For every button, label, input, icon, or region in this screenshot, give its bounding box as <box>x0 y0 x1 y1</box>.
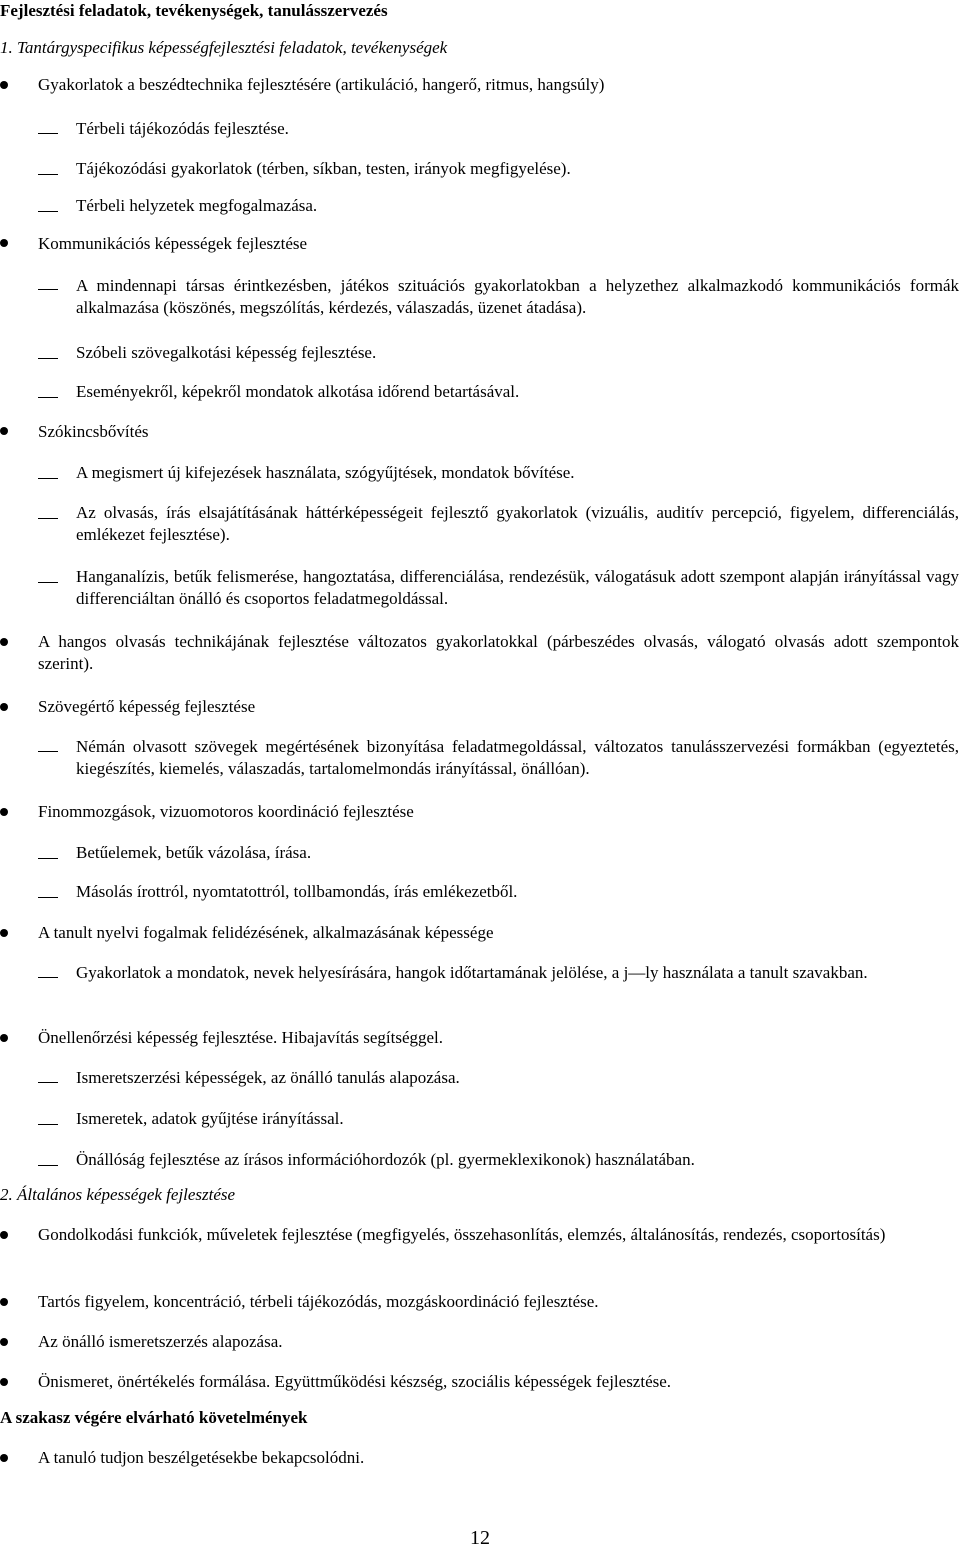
bullet-2-label: Kommunikációs képességek fejlesztése <box>38 234 308 253</box>
bullet-3-sub-1: A megismert új kifejezések használata, szógyűjtések, mondatok bővítése. <box>76 463 575 482</box>
bullet-5-label: Szövegértő képesség fejlesztése <box>38 697 256 716</box>
dash-marker <box>38 1124 58 1125</box>
bullet-6-label: Finommozgások, vizuomotoros koordináció fejlesztése <box>38 802 414 821</box>
bullet-marker <box>0 1378 8 1386</box>
bullet-2-sub-1: A mindennapi társas érintkezésben, játékos szituációs gyakorlatokban a helyzethez alkalmazkodó kommunikációs formák alkalmazása (köszönés, megszólítás, kérdezés, válaszadás, üzenet átadása). <box>76 276 959 317</box>
bullet-4-label: A hangos olvasás technikájának fejlesztése változatos gyakorlatokkal (párbeszédes olvasás, válogató olvasás adott szempontok szerint). <box>38 632 959 673</box>
section-2-title: 2. Általános képességek fejlesztése <box>0 1185 236 1204</box>
dash-marker <box>38 518 58 519</box>
dash-marker <box>38 897 58 898</box>
bullet-2-sub-3: Eseményekről, képekről mondatok alkotása időrend betartásával. <box>76 382 520 401</box>
dash-marker <box>38 977 58 978</box>
dash-marker <box>38 478 58 479</box>
section-2-item-4: Önismeret, önértékelés formálása. Együttműködési készség, szociális képességek fejlesztése. <box>38 1372 672 1391</box>
dash-marker <box>38 358 58 359</box>
dash-marker <box>38 858 58 859</box>
section-2-item-1: Gondolkodási funkciók, műveletek fejlesztése (megfigyelés, összehasonlítás, elemzés, általánosítás, rendezés, csoportosítás) <box>38 1225 886 1244</box>
bullet-marker <box>0 638 8 646</box>
section-2-item-3: Az önálló ismeretszerzés alapozása. <box>38 1332 283 1351</box>
requirements-item-1: A tanuló tudjon beszélgetésekbe bekapcsolódni. <box>38 1448 365 1467</box>
page-number: 12 <box>470 1527 490 1549</box>
bullet-marker <box>0 1231 8 1239</box>
bullet-6-sub-1: Betűelemek, betűk vázolása, írása. <box>76 843 312 862</box>
bullet-8-sub-1: Ismeretszerzési képességek, az önálló tanulás alapozása. <box>76 1068 460 1087</box>
bullet-marker <box>0 81 8 89</box>
bullet-3-sub-3: Hanganalízis, betűk felismerése, hangoztatása, differenciálása, rendezésük, válogatásuk adott szempont alapján irányítással vagy differenciáltan önálló és csoportos feladatmegoldással. <box>76 567 959 608</box>
bullet-7-sub-1: Gyakorlatok a mondatok, nevek helyesírására, hangok időtartamának jelölése, a j—ly használata a tanult szavakban. <box>76 963 868 982</box>
dash-marker <box>38 133 58 134</box>
dash-marker <box>38 1165 58 1166</box>
dash-marker <box>38 289 58 290</box>
bullet-5-sub-1: Némán olvasott szövegek megértésének bizonyítása feladatmegoldással, változatos tanulásszervezési formákban (egyeztetés, kiegészítés, kiemelés, válaszadás, tartalomelmondás irányítással, önállóan). <box>76 737 959 778</box>
page-heading: Fejlesztési feladatok, tevékenységek, tanulásszervezés <box>0 1 388 20</box>
bullet-3-sub-2: Az olvasás, írás elsajátításának háttérképességeit fejlesztő gyakorlatok (vizuális, auditív percepció, figyelem, differenciálás, emlékezet fejlesztése). <box>76 503 959 544</box>
bullet-6-sub-2: Másolás írottról, nyomtatottról, tollbamondás, írás emlékezetből. <box>76 882 518 901</box>
dash-marker <box>38 211 58 212</box>
bullet-1-sub-1: Térbeli tájékozódás fejlesztése. <box>76 119 289 138</box>
dash-marker <box>38 174 58 175</box>
dash-marker <box>38 751 58 752</box>
section-1-title: 1. Tantárgyspecifikus képességfejlesztési feladatok, tevékenységek <box>0 38 448 57</box>
bullet-marker <box>0 808 8 816</box>
bullet-1-sub-3: Térbeli helyzetek megfogalmazása. <box>76 196 318 215</box>
bullet-marker <box>0 1034 8 1042</box>
bullet-marker <box>0 1338 8 1346</box>
bullet-marker <box>0 929 8 937</box>
bullet-7-label: A tanult nyelvi fogalmak felidézésének, alkalmazásának képessége <box>38 923 494 942</box>
bullet-marker <box>0 1454 8 1462</box>
section-2-item-2: Tartós figyelem, koncentráció, térbeli tájékozódás, mozgáskoordináció fejlesztése. <box>38 1292 599 1311</box>
bullet-1-label: Gyakorlatok a beszédtechnika fejlesztésére (artikuláció, hangerő, ritmus, hangsúly) <box>38 75 605 94</box>
bullet-marker <box>0 1298 8 1306</box>
bullet-8-label: Önellenőrzési képesség fejlesztése. Hibajavítás segítséggel. <box>38 1028 444 1047</box>
bullet-3-label: Szókincsbővítés <box>38 422 149 441</box>
bullet-1-sub-2: Tájékozódási gyakorlatok (térben, síkban, testen, irányok megfigyelése). <box>76 159 571 178</box>
dash-marker <box>38 397 58 398</box>
bullet-8-sub-2: Ismeretek, adatok gyűjtése irányítással. <box>76 1109 344 1128</box>
bullet-marker <box>0 427 8 435</box>
bullet-marker <box>0 239 8 247</box>
dash-marker <box>38 1082 58 1083</box>
bullet-2-sub-2: Szóbeli szövegalkotási képesség fejlesztése. <box>76 343 377 362</box>
dash-marker <box>38 582 58 583</box>
bullet-8-sub-3: Önállóság fejlesztése az írásos információhordozók (pl. gyermeklexikonok) használatában. <box>76 1150 695 1169</box>
bullet-marker <box>0 703 8 711</box>
requirements-title: A szakasz végére elvárható követelmények <box>0 1408 308 1427</box>
